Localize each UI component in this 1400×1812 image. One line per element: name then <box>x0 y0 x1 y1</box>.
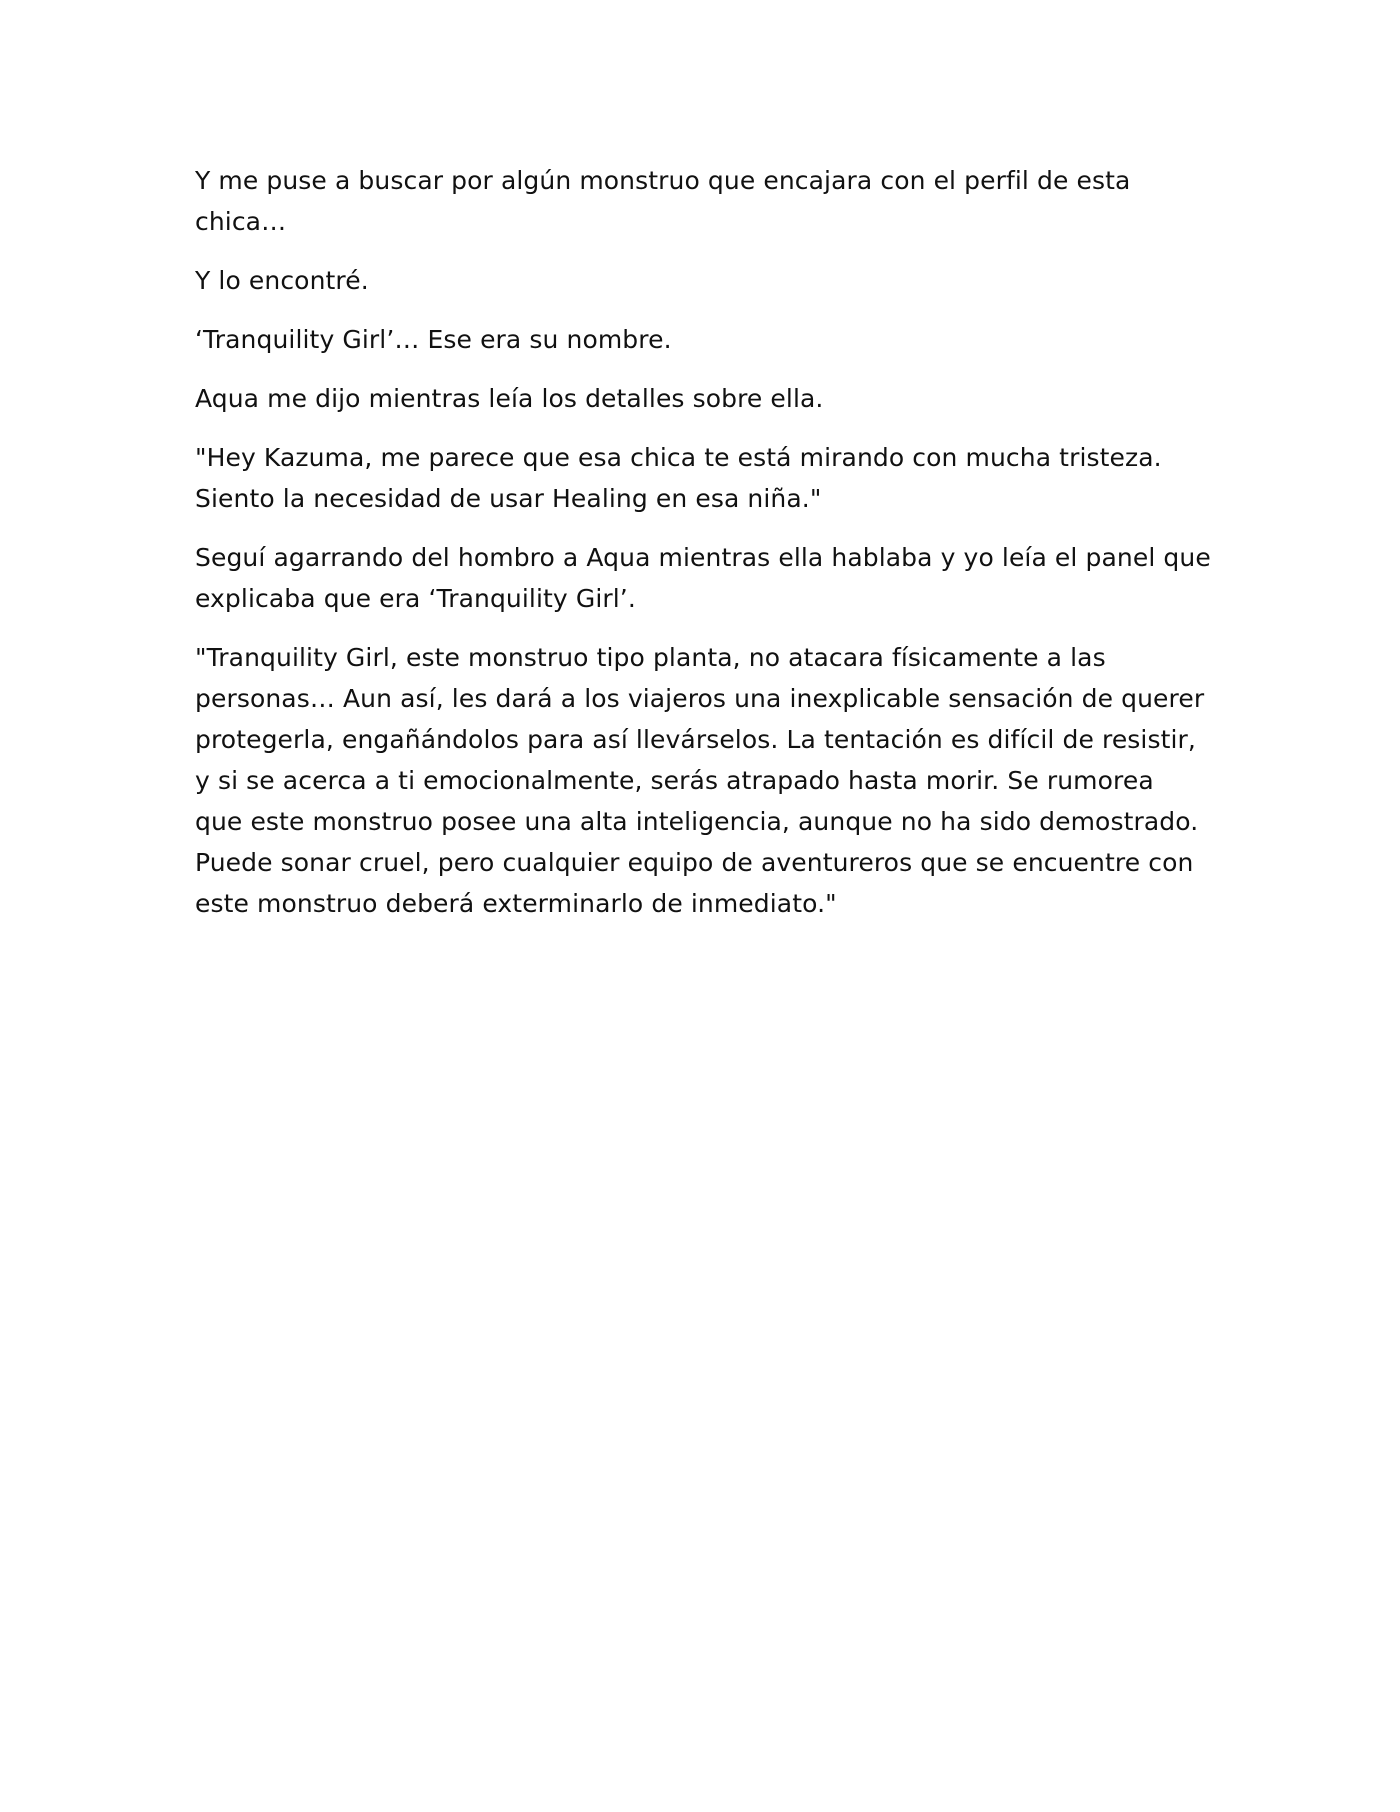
paragraph-3: ‘Tranquility Girl’… Ese era su nombre. <box>195 325 672 354</box>
paragraph-2: Y lo encontré. <box>195 266 369 295</box>
paragraph-4: Aqua me dijo mientras leía los detalles sobre ella. <box>195 384 824 413</box>
paragraph-1: Y me puse a buscar por algún monstruo que encajara con el perfil de esta chica… <box>195 166 1131 236</box>
paragraph-7: "Tranquility Girl, este monstruo tipo planta, no atacara físicamente a las personas… Aun así, les dará a los viajeros una inexplicable sensación de querer protegerla, engañándolos para así llevárselos. La tentación es difícil de resistir, y si se acerca a ti emocionalmente, serás atrapado hasta morir. Se rumorea que este monstruo posee una alta inteligencia, aunque no ha sido demostrado. Puede sonar cruel, pero cualquier equipo de aventureros que se encuentre con este monstruo deberá exterminarlo de inmediato." <box>195 643 1205 918</box>
paragraph-6: Seguí agarrando del hombro a Aqua mientras ella hablaba y yo leía el panel que explicaba que era ‘Tranquility Girl’. <box>195 543 1211 613</box>
body-text <box>195 160 1215 942</box>
paragraph-5: "Hey Kazuma, me parece que esa chica te está mirando con mucha tristeza. Siento la necesidad de usar Healing en esa niña." <box>195 443 1162 513</box>
